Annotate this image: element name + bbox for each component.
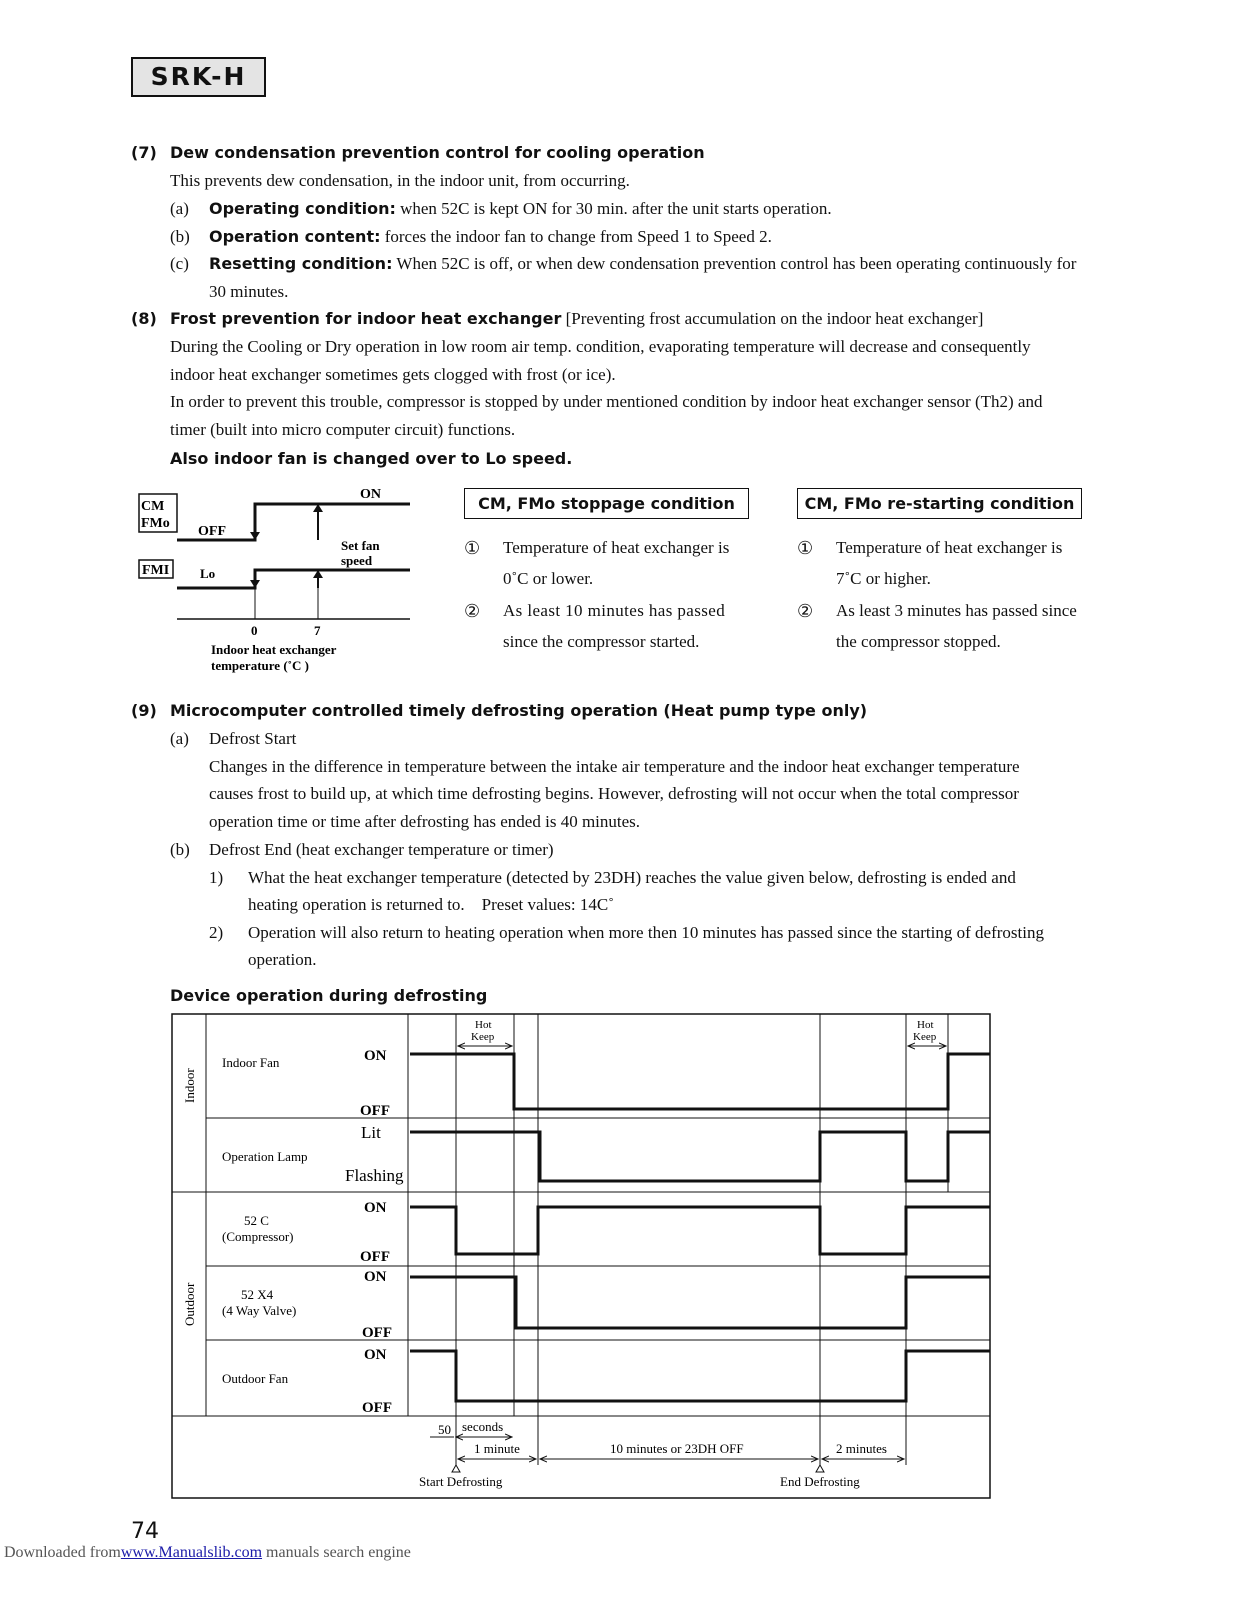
stoppage-title: CM, FMo stoppage condition bbox=[464, 488, 749, 519]
restart-1-line-b: 7˚C or higher. bbox=[836, 569, 931, 588]
outdoor-fan-trace bbox=[410, 1351, 990, 1401]
end-marker bbox=[816, 1465, 824, 1472]
restart-2-number: ② bbox=[797, 601, 814, 621]
model-tag: SRK-H bbox=[131, 57, 266, 97]
row-52x4: 52 X4 bbox=[241, 1287, 274, 1302]
s9-b2-line-a: Operation will also return to heating operation when more then 10 minutes has passed since the starting of defrosting bbox=[248, 923, 1044, 942]
restart-2-line-b: the compressor stopped. bbox=[836, 632, 1001, 651]
compressor-on: ON bbox=[364, 1200, 387, 1216]
row-52c: 52 C bbox=[244, 1213, 269, 1228]
timeline-1-minute: 1 minute bbox=[474, 1441, 520, 1456]
s7-b-label: (b) bbox=[170, 227, 190, 246]
footer-suffix: manuals search engine bbox=[262, 1544, 411, 1561]
s9-b1-number: 1) bbox=[209, 868, 224, 887]
indoor-fan-on: ON bbox=[364, 1048, 387, 1064]
stop-2-line-b: since the compressor started. bbox=[503, 632, 700, 651]
s9-a-label: (a) bbox=[170, 729, 189, 748]
timeline-2-minutes: 2 minutes bbox=[836, 1441, 887, 1456]
hot-keep-2-keep: Keep bbox=[913, 1031, 937, 1043]
on-label: ON bbox=[360, 487, 381, 502]
restart-1-number: ① bbox=[797, 538, 814, 558]
s8-p1: During the Cooling or Dry operation in low room air temp. condition, evaporating temperature will decrease and consequently bbox=[170, 337, 1031, 356]
outdoor-fan-off: OFF bbox=[362, 1400, 392, 1416]
fmi-label: FMI bbox=[142, 563, 170, 578]
s7-b-key: Operation content: bbox=[209, 227, 381, 246]
s9-b2-number: 2) bbox=[209, 923, 224, 942]
restart-1-line-a: Temperature of heat exchanger is bbox=[836, 538, 1063, 557]
lo-label: Lo bbox=[200, 566, 216, 581]
s9-b-title: Defrost End (heat exchanger temperature or timer) bbox=[209, 840, 554, 859]
signal-traces bbox=[410, 1054, 990, 1401]
off-label: OFF bbox=[198, 524, 226, 539]
defrost-chart-title: Device operation during defrosting bbox=[170, 986, 488, 1005]
indoor-fan-off: OFF bbox=[360, 1103, 390, 1119]
hot-keep-2-hot: Hot bbox=[917, 1019, 934, 1031]
indoor-fan-trace bbox=[410, 1054, 990, 1109]
stop-2-number: ② bbox=[464, 601, 481, 621]
lamp-lit: Lit bbox=[361, 1123, 381, 1142]
s8-p5: Also indoor fan is changed over to Lo speed. bbox=[170, 449, 573, 468]
row-operation-lamp: Operation Lamp bbox=[222, 1149, 308, 1164]
s8-p4: timer (built into micro computer circuit) functions. bbox=[170, 420, 516, 439]
fmo-label: FMo bbox=[141, 516, 170, 531]
s7-c-text: When 52C is off, or when dew condensation prevention control has been operating continuously for bbox=[396, 254, 1077, 273]
tick-7-label: 7 bbox=[314, 623, 321, 638]
outdoor-label: Outdoor bbox=[182, 1282, 197, 1326]
s9-a-line-2: causes frost to build up, at which time defrosting begins. However, defrosting will not occur when the total compressor bbox=[209, 784, 1019, 803]
s7-a-text: when 52C is kept ON for 30 min. after the unit starts operation. bbox=[400, 199, 832, 218]
timeline-seconds: seconds bbox=[462, 1419, 504, 1434]
timeline-50: 50 bbox=[438, 1422, 451, 1437]
section-7-title: Dew condensation prevention control for cooling operation bbox=[170, 143, 705, 162]
section-7-intro: This prevents dew condensation, in the indoor unit, from occurring. bbox=[170, 171, 630, 190]
stop-1-number: ① bbox=[464, 538, 481, 558]
lamp-flashing: Flashing bbox=[345, 1166, 404, 1185]
section-8-title-note: [Preventing frost accumulation on the indoor heat exchanger] bbox=[565, 309, 984, 328]
manualslib-link[interactable]: www.Manualslib.com bbox=[120, 1544, 263, 1561]
hot-keep-1-hot: Hot bbox=[475, 1019, 492, 1031]
s9-a-line-1: Changes in the difference in temperature between the intake air temperature and the indoor heat exchanger temperature bbox=[209, 757, 1020, 776]
start-marker bbox=[452, 1465, 460, 1472]
footer-prefix: Downloaded from bbox=[4, 1544, 121, 1561]
restart-2-line-a: As least 3 minutes has passed since bbox=[836, 601, 1077, 620]
s7-a-label: (a) bbox=[170, 199, 189, 218]
section-7-number: (7) bbox=[131, 143, 157, 162]
s9-b2-line-b: operation. bbox=[248, 950, 317, 969]
s7-a-key: Operating condition: bbox=[209, 199, 396, 218]
s9-a-title: Defrost Start bbox=[209, 729, 297, 748]
x-axis-label-2: temperature (˚C ) bbox=[211, 658, 309, 673]
s7-c-label: (c) bbox=[170, 254, 189, 273]
row-indoor-fan: Indoor Fan bbox=[222, 1055, 280, 1070]
timeline-10-minutes: 10 minutes or 23DH OFF bbox=[610, 1441, 744, 1456]
row-compressor: (Compressor) bbox=[222, 1229, 294, 1244]
compressor-off: OFF bbox=[360, 1249, 390, 1265]
s9-b1-line-b: heating operation is returned to. Preset values: 14C˚ bbox=[248, 895, 614, 914]
page-number: 74 bbox=[131, 1519, 159, 1544]
x-axis-label-1: Indoor heat exchanger bbox=[211, 642, 337, 657]
chart-grid bbox=[172, 1014, 990, 1498]
s8-p2: indoor heat exchanger sometimes gets clogged with frost (or ice). bbox=[170, 365, 616, 384]
cm-label: CM bbox=[141, 499, 165, 514]
hot-keep-1-keep: Keep bbox=[471, 1031, 495, 1043]
row-outdoor-fan: Outdoor Fan bbox=[222, 1371, 289, 1386]
row-4-way-valve: (4 Way Valve) bbox=[222, 1303, 297, 1318]
indoor-label: Indoor bbox=[182, 1068, 197, 1103]
outdoor-fan-on: ON bbox=[364, 1347, 387, 1363]
stop-1-line-a: Temperature of heat exchanger is bbox=[503, 538, 730, 557]
compressor-trace bbox=[410, 1207, 990, 1254]
restart-title: CM, FMo re-starting condition bbox=[797, 488, 1082, 519]
s7-b-text: forces the indoor fan to change from Speed 1 to Speed 2. bbox=[384, 227, 772, 246]
valve-trace bbox=[410, 1277, 990, 1328]
section-9-number: (9) bbox=[131, 701, 157, 720]
valve-on: ON bbox=[364, 1269, 387, 1285]
stop-1-line-b: 0˚C or lower. bbox=[503, 569, 594, 588]
s7-c-key: Resetting condition: bbox=[209, 254, 393, 273]
section-9-title: Microcomputer controlled timely defrosting operation (Heat pump type only) bbox=[170, 701, 868, 720]
end-defrosting-label: End Defrosting bbox=[780, 1474, 860, 1489]
operation-lamp-trace bbox=[410, 1132, 990, 1181]
section-8-title: Frost prevention for indoor heat exchanger bbox=[170, 309, 562, 328]
set-fan-label: Set fan bbox=[341, 538, 380, 553]
stop-2-line-a: As least 10 minutes has passed bbox=[503, 601, 726, 620]
s8-p3: In order to prevent this trouble, compressor is stopped by under mentioned condition by indoor heat exchanger sensor (Th2) and bbox=[170, 392, 1043, 411]
s9-a-line-3: operation time or time after defrosting has ended is 40 minutes. bbox=[209, 812, 641, 831]
tick-0-label: 0 bbox=[251, 623, 258, 638]
s7-c-text-2: 30 minutes. bbox=[209, 282, 289, 301]
valve-off: OFF bbox=[362, 1325, 392, 1341]
download-footer bbox=[4, 1544, 411, 1562]
section-8-number: (8) bbox=[131, 309, 157, 328]
start-defrosting-label: Start Defrosting bbox=[419, 1474, 503, 1489]
s9-b1-line-a: What the heat exchanger temperature (detected by 23DH) reaches the value given below, defrosting is ended and bbox=[248, 868, 1016, 887]
s9-b-label: (b) bbox=[170, 840, 190, 859]
speed-label: speed bbox=[341, 553, 373, 568]
